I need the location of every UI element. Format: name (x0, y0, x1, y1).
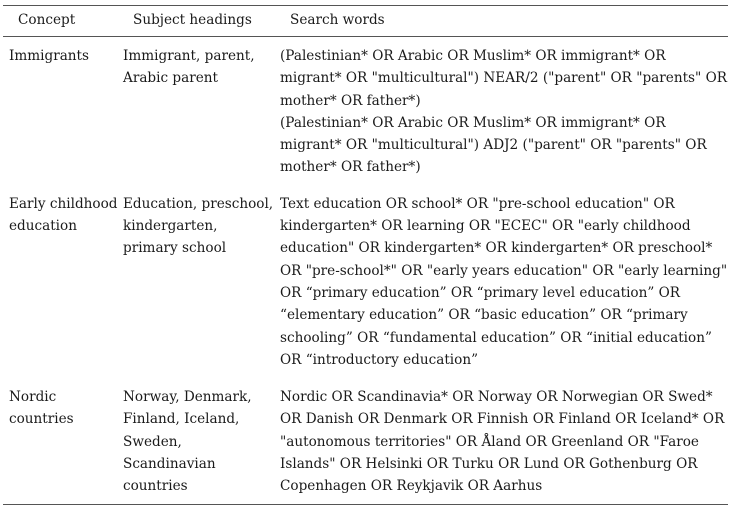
search-words-cell (278, 37, 728, 186)
search-query-adj: (Palestinian* OR Arabic OR Muslim* OR immigrant* OR migrant* OR "multicultural") ADJ2 ("parent" OR "parents" OR mother* OR father*) (280, 114, 707, 176)
table-row (3, 37, 728, 186)
header-row (3, 6, 728, 37)
header-search-words: Search words (290, 12, 385, 28)
header-concept: Concept (18, 12, 76, 28)
table-row (3, 186, 728, 379)
table-header (3, 6, 728, 37)
search-query: Text education OR school* OR "pre-school education" OR kindergarten* OR learning OR "ECEC" OR "early childhood education" OR kindergarten* OR kindergarten* OR preschool* OR "pre-school*" OR "early years education" OR "early learning" OR “primary education” OR “primary level education” OR “elementary education” OR “basic education” OR “primary schooling” OR “fundamental education” OR “initial education” OR “introductory education” (280, 195, 728, 368)
subject-headings-cell: Education, preschool, kindergarten, primary school (123, 195, 274, 257)
table-row (3, 379, 728, 504)
search-terms-table (3, 5, 728, 505)
table-body (3, 37, 728, 505)
search-words-cell (278, 186, 728, 379)
header-subject-headings: Subject headings (133, 12, 252, 28)
concept-cell: Nordic countries (9, 389, 74, 428)
subject-headings-cell: Norway, Denmark, Finland, Iceland, Sweden, Scandinavian countries (123, 389, 252, 495)
subject-headings-cell: Immigrant, parent, Arabic parent (123, 48, 255, 87)
concept-cell: Early childhood education (9, 195, 118, 235)
search-query-near: (Palestinian* OR Arabic OR Muslim* OR immigrant* OR migrant* OR "multicultural") NEAR/2 ("parent" OR "parents" OR mother* OR father*) (280, 48, 727, 109)
search-words-cell (278, 379, 728, 504)
concept-cell: Immigrants (9, 48, 89, 64)
search-query: Nordic OR Scandinavia* OR Norway OR Norwegian OR Swed* OR Danish OR Denmark OR Finnish OR Finland OR Iceland* OR "autonomous territories" OR Åland OR Greenland OR "Faroe Islands" OR Helsinki OR Turku OR Lund OR Gothenburg OR Copenhagen OR Reykjavik OR Aarhus (280, 389, 725, 495)
